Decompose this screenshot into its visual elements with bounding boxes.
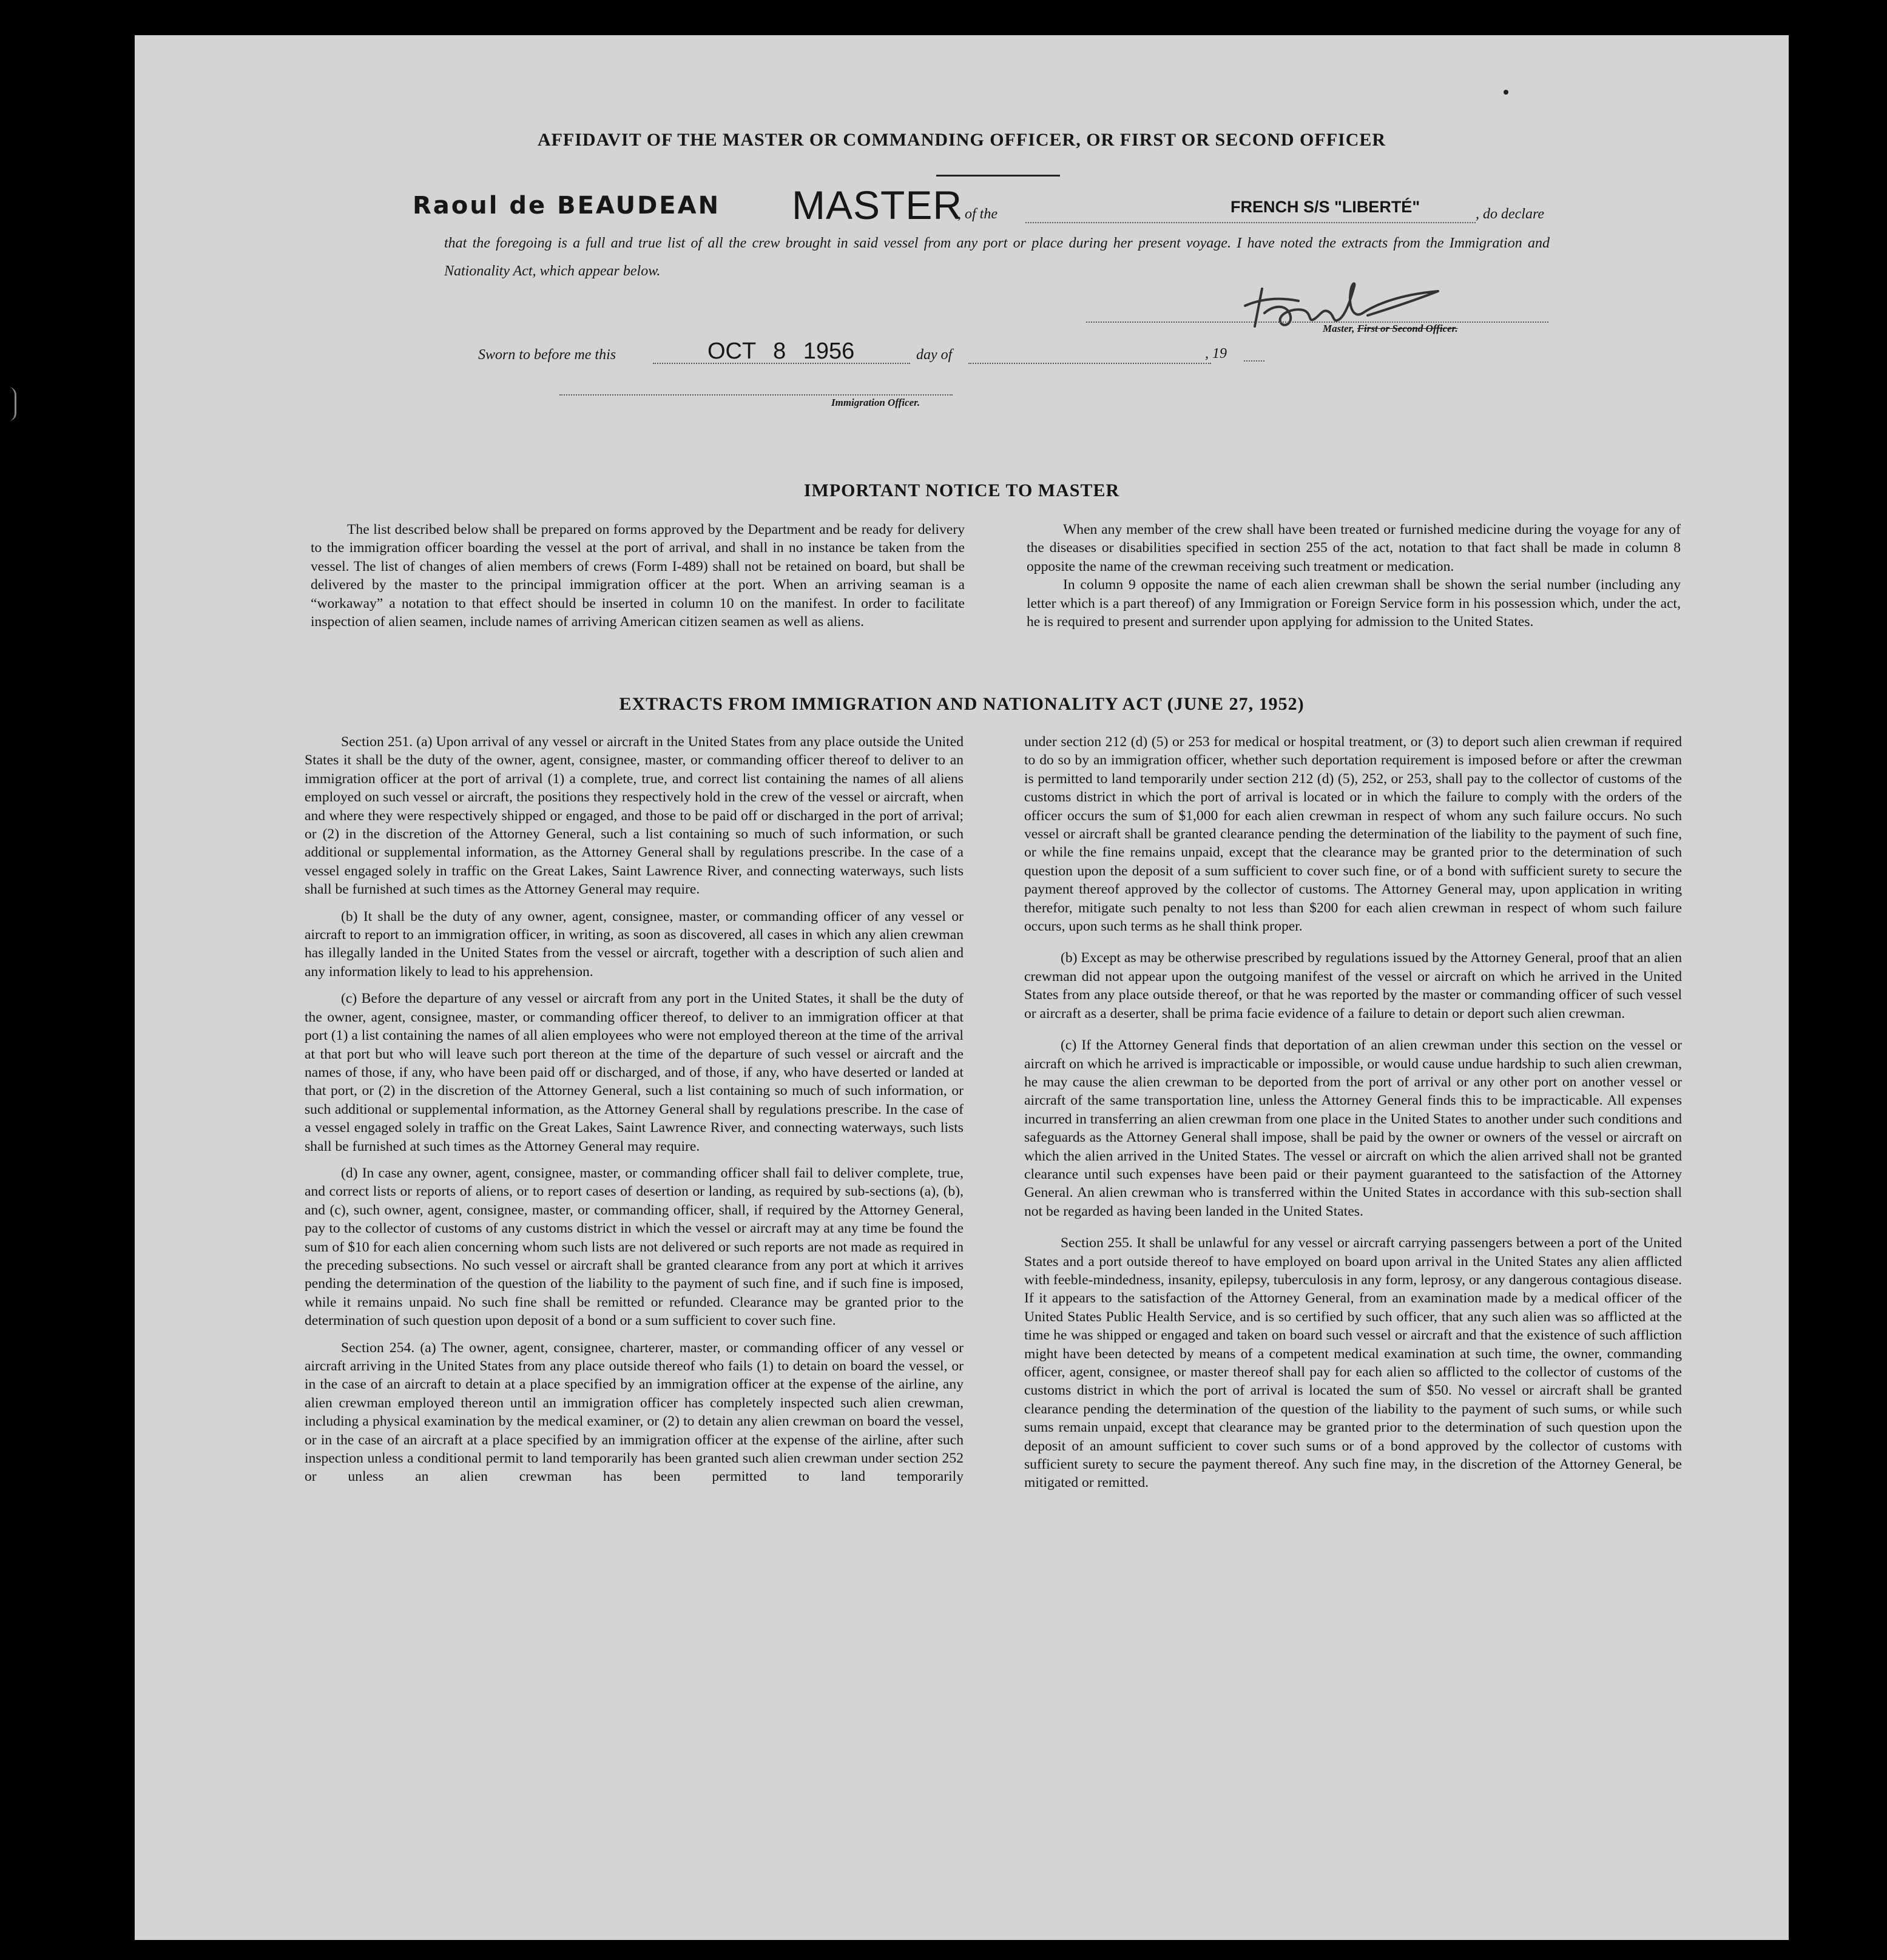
- notice-right-paragraph-2: In column 9 opposite the name of each alien crewman shall be shown the serial number (including any letter which is a part thereof) of any Immigration or Foreign Service form in his possession which, under the act, he is required to present and surrender upon applying for admission to the United States.: [1027, 577, 1681, 630]
- notice-title: IMPORTANT NOTICE TO MASTER: [803, 480, 1120, 500]
- section-251-d: (d) In case any owner, agent, consignee, master, or commanding officer shall fail to deliver complete, true, and correct lists or reports of aliens, or to report cases of desertion or landing, as required by sub-sections (a), (b), and (c), such owner, agent, consignee, master, or commanding officer, shall, if required by the Attorney General, pay to the collector of customs of any customs district in which the vessel or aircraft may at any time be found the sum of $10 for each alien concerning whom such lists are not delivered or such reports are not made as required in the preceding subsections. No such vessel or aircraft shall be granted clearance from any port at which it arrives pending the determination of the question of the liability to the payment of such fine, and if such fine is imposed, while it remains unpaid. No such fine shall be remitted or refunded. Clearance may be granted prior to the determination of such question upon deposit of a bond or a sum sufficient to cover such fine.: [305, 1165, 964, 1329]
- extracts-title: EXTRACTS FROM IMMIGRATION AND NATIONALITY ACT (JUNE 27, 1952): [619, 694, 1305, 714]
- year-prefix: , 19: [1205, 346, 1227, 362]
- sworn-label: Sworn to before me this: [478, 347, 616, 363]
- master-rank: MASTER: [792, 183, 963, 227]
- section-255: Section 255. It shall be unlawful for any vessel or aircraft carrying passengers between a port of the United States and a port outside thereof to have employed on board upon arrival in the United States any alien afflicted with feeble-mindedness, insanity, epilepsy, tuberculosis in any form, leprosy, or any dangerous contagious disease. If it appears to the satisfaction of the Attorney General, from an examination made by a medical officer of the United States Public Health Service, and is so certified by such officer, that any such alien was so afflicted at the time he was shipped or engaged and taken on board such vessel or aircraft and that the existence of such affliction might have been detected by means of a competent medical examination at such time, the owner, commanding officer, agent, consignee, or master thereof shall pay for each alien so afflicted to the collector of customs of the customs district in which the port of arrival is located the sum of $50. No vessel or aircraft shall be granted clearance pending the determination of the question of the liability to the payment of such sums, or while such sums remain unpaid, except that clearance may be granted prior to the determination of such question upon the deposit of an amount sufficient to cover such sums or of a bond approved by the collector of customs with sufficient surety to secure the payment thereof. Any such fine may, in the discretion of the Attorney General, be mitigated or remitted.: [1024, 1235, 1682, 1491]
- vessel-name: FRENCH S/S "LIBERTÉ": [1230, 198, 1420, 216]
- notice-left-column: [311, 520, 965, 641]
- notice-right-column: [1027, 520, 1681, 641]
- signature-caption-master: Master,: [1323, 323, 1355, 334]
- extracts-right-column: [1024, 733, 1682, 1501]
- day-of-label: day of: [916, 347, 953, 363]
- section-251-a: Section 251. (a) Upon arrival of any vessel or aircraft in the United States from any place outside the United States it shall be the duty of the owner, agent, consignee, master, or commanding officer thereof to deliver to an immigration officer at the port of arrival (1) a complete, true, and correct list containing the names of all aliens employed on such vessel or aircraft, the positions they respectively hold in the crew of the vessel or aircraft, when and where they were respectively shipped or engaged, and those to be paid off or discharged in the port of arrival; or (2) in the discretion of the Attorney General, such a list containing so much of such information, or such additional or supplemental information, as the Attorney General shall by regulations prescribe. In the case of a vessel engaged solely in traffic on the Great Lakes, Saint Lawrence River, and connecting waterways, such lists shall be furnished at such times as the Attorney General may require.: [305, 734, 964, 898]
- master-name: Raoul de BEAUDEAN: [413, 192, 721, 220]
- extracts-left-column: [305, 733, 964, 1495]
- sworn-date: OCT 8 1956: [707, 338, 855, 364]
- do-declare-label: , do declare: [1476, 206, 1545, 222]
- notice-left-paragraph: The list described below shall be prepared on forms approved by the Department and be ready for delivery to the immigration officer boarding the vessel at the port of arrival, and shall in no instance be taken from the vessel. The list of changes of alien members of crews (Form I-489) shall not be retained on board, but shall be delivered by the master to the principal immigration officer at the port. When an arriving seaman is a “workaway” a notation to that effect should be inserted in column 10 on the manifest. In order to facilitate inspection of alien seamen, include names of arriving American citizen seamen as well as aliens.: [311, 522, 965, 630]
- vessel-dotline: [1025, 222, 1476, 223]
- immigration-officer-line: [559, 394, 953, 396]
- title-rule: [936, 175, 1060, 177]
- section-254-b: (b) Except as may be otherwise prescribed by regulations issued by the Attorney General, proof that an alien crewman did not appear upon the outgoing manifest of the vessel or aircraft on which he arrived in the United States from any place outside thereof, or that he was reported by the master or commanding officer of such vessel or aircraft as a deserter, shall be prima facie evidence of a failure to detain or deport such alien crewman.: [1024, 950, 1682, 1022]
- section-251-c: (c) Before the departure of any vessel or aircraft from any port in the United States, it shall be the duty of the owner, agent, consignee, master, or commanding officer thereof, to deliver to an immigration officer at that port (1) a list containing the names of all alien employees who were not employed thereon at the time of the arrival at that port but who will leave such port thereon at the time of the departure of such vessel or aircraft and the names of those, if any, who have been paid off or discharged, and of those, if any, who have deserted or landed at that port, or (2) in the discretion of the Attorney General, such a list containing so much of such information, or such additional or supplemental information, as the Attorney General shall by regulations prescribe. In the case of a vessel engaged solely in traffic on the Great Lakes, Saint Lawrence River, and connecting waterways, such lists shall be furnished at such times as the Attorney General may require.: [305, 991, 964, 1154]
- notice-right-paragraph-1: When any member of the crew shall have been treated or furnished medicine during the voyage for any of the diseases or disabilities specified in section 255 of the act, notation to that fact shall be made in column 8 opposite the name of the crewman receiving such treatment or medication.: [1027, 522, 1681, 574]
- immigration-officer-label: Immigration Officer.: [831, 397, 920, 408]
- section-251-b: (b) It shall be the duty of any owner, agent, consignee, master, or commanding officer of any vessel or aircraft to report to an immigration officer, in writing, as soon as discovered, all cases in which any alien crewman has illegally landed in the United States from the vessel or aircraft, together with a description of such alien and any information likely to lead to his apprehension.: [305, 908, 964, 980]
- section-254-a-continued: under section 212 (d) (5) or 253 for medical or hospital treatment, or (3) to deport such alien crewman if required to do so by an immigration officer, whether such deportation requirement is imposed before or after the crewman is permitted to land temporarily under section 212 (d) (5), 252, or 253, shall pay to the collector of customs of the customs district in which the port of arrival is located or in which the failure to comply with the orders of the officer occurs the sum of $1,000 for each alien crewman in respect of whom any such failure occurs. No such vessel or aircraft shall be granted clearance pending the determination of the liability to the payment of such fine, or while the fine remains unpaid, except that the clearance may be granted prior to the determination of such question upon the deposit of a sum sufficient to cover such fine, or of a bond with sufficient surety to secure the payment thereof approved by the collector of customs. The Attorney General may, upon application in writing therefor, mitigate such penalty to not less than $200 for each alien crewman in respect of whom such failure occurs, upon such terms as he shall think proper.: [1024, 734, 1682, 935]
- scan-speck: [1504, 90, 1508, 95]
- signature-caption: [1323, 323, 1458, 335]
- month-dotline: [968, 363, 1211, 364]
- of-the-label: , of the: [957, 206, 998, 222]
- section-254-a: Section 254. (a) The owner, agent, consignee, charterer, master, or commanding officer of any vessel or aircraft arriving in the United States from any place outside thereof who fails (1) to detain on board the vessel, or in the case of an aircraft to detain at a place specified by an immigration officer at the expense of the airline, any alien crewman employed thereon until an immigration officer has completely inspected such alien crewman, including a physical examination by the medical examiner, or (2) to detain any alien crewman on board the vessel, or in the case of an aircraft at a place specified by an immigration officer at the expense of the airline, after such inspection unless a conditional permit to land temporarily has been granted such alien crewman under section 252 or unless an alien crewman has been permitted to land temporarily: [305, 1339, 964, 1485]
- signature-line: [1086, 322, 1548, 323]
- affidavit-title: AFFIDAVIT OF THE MASTER OR COMMANDING OFFICER, OR FIRST OR SECOND OFFICER: [537, 130, 1386, 150]
- declaration-text: that the foregoing is a full and true list of all the crew brought in said vessel from any port or place during her present voyage. I have noted the extracts from the Immigration and Nationality Act, which appear below.: [444, 235, 1550, 279]
- signature-caption-struck: First or Second Officer.: [1357, 323, 1458, 334]
- section-254-c: (c) If the Attorney General finds that deportation of an alien crewman under this section on the vessel or aircraft on which he arrived is impracticable or impossible, or would cause undue hardship to such alien crewman, he may cause the alien crewman to be deported from the port of arrival or any other port on another vessel or aircraft of the same transportation line, unless the Attorney General finds this to be impracticable. All expenses incurred in transferring an alien crewman from one place in the United States to another under such conditions and safeguards as the Attorney General shall impose, shall be paid by the owner or owners of the vessel or aircraft on which the alien arrived in the United States. The vessel or aircraft on which the alien arrived shall not be granted clearance until such expenses have been paid or their payment guaranteed to the satisfaction of the Attorney General. An alien crewman who is transferred within the United States in accordance with this sub-section shall not be regarded as having been landed in the United States.: [1024, 1037, 1682, 1219]
- scan-edge-mark: [8, 387, 16, 421]
- year-dotline: [1244, 360, 1264, 362]
